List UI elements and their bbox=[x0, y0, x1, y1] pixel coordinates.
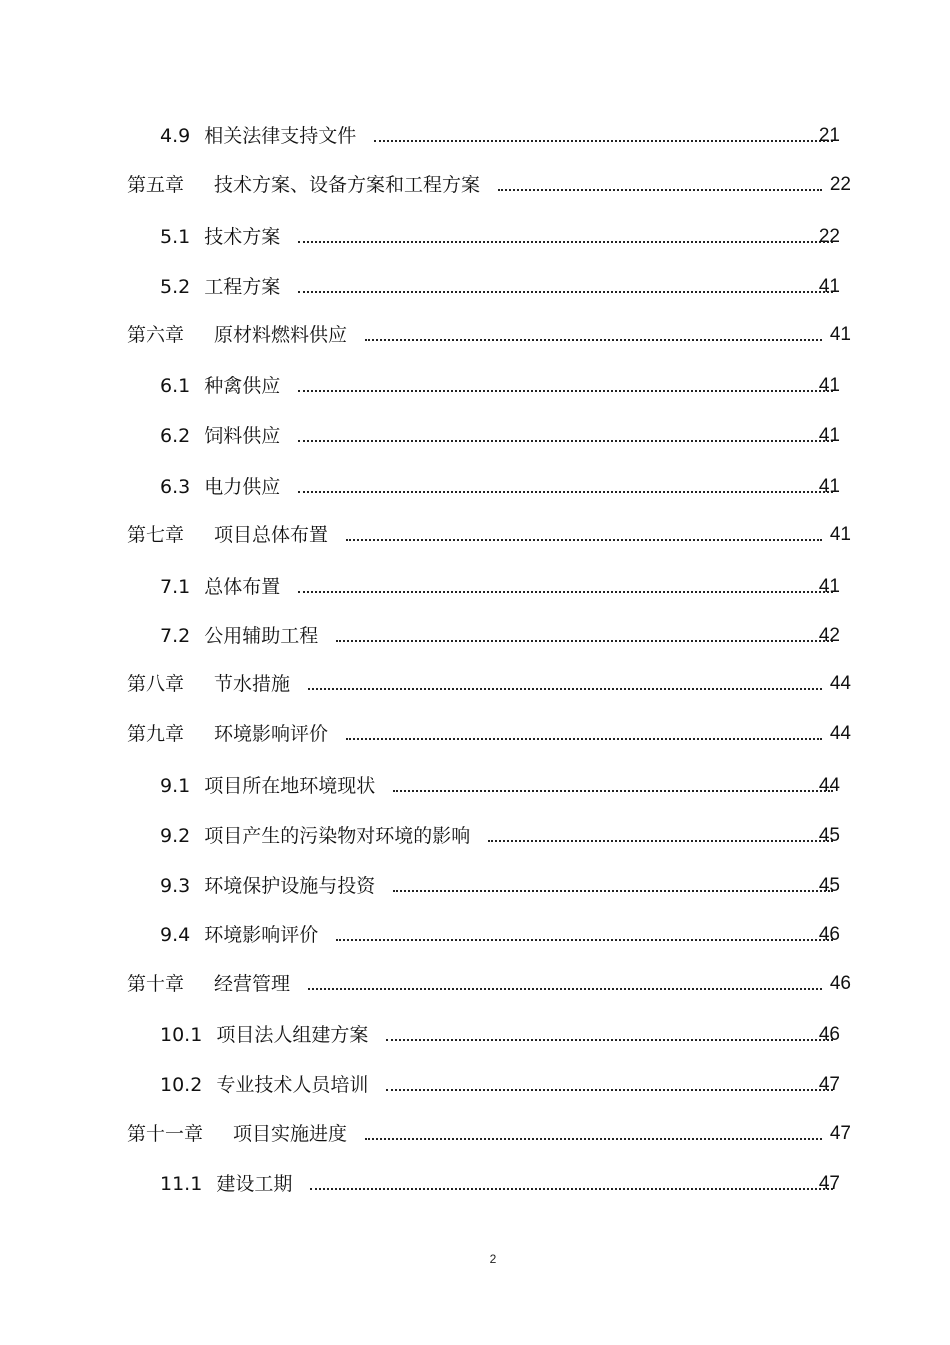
toc-entry-number: 4.9 bbox=[160, 125, 191, 147]
toc-entry-page: 44 bbox=[829, 673, 851, 694]
toc-entry-number: 9.3 bbox=[160, 875, 191, 897]
toc-entry-title: 专业技术人员培训 bbox=[216, 1074, 369, 1096]
toc-entry-number: 11.1 bbox=[160, 1173, 203, 1195]
dot-leader bbox=[308, 672, 822, 696]
toc-entry-7-2[interactable] bbox=[160, 618, 840, 648]
toc-chapter-10[interactable] bbox=[127, 966, 851, 996]
toc-entry-title: 项目产生的污染物对环境的影响 bbox=[204, 825, 471, 847]
toc-entry-title: 环境保护设施与投资 bbox=[204, 875, 376, 897]
toc-entry-number: 第七章 bbox=[127, 524, 185, 546]
toc-entry-page: 41 bbox=[818, 476, 840, 497]
toc-entry-title: 项目所在地环境现状 bbox=[204, 775, 376, 797]
toc-entry-title: 项目总体布置 bbox=[214, 524, 329, 546]
toc-entry-title: 饲料供应 bbox=[204, 425, 281, 447]
dot-leader bbox=[308, 972, 822, 996]
toc-entry-number: 第九章 bbox=[127, 723, 185, 745]
toc-entry-page: 22 bbox=[818, 226, 840, 247]
toc-entry-5-1[interactable] bbox=[160, 219, 840, 249]
toc-entry-number: 第五章 bbox=[127, 174, 185, 196]
toc-entry-6-1[interactable] bbox=[160, 368, 840, 398]
dot-leader bbox=[298, 275, 833, 299]
toc-entry-page: 47 bbox=[818, 1173, 840, 1194]
dot-leader bbox=[298, 475, 833, 499]
toc-entry-page: 22 bbox=[829, 174, 851, 195]
toc-entry-5-2[interactable] bbox=[160, 269, 840, 299]
dot-leader bbox=[386, 1073, 833, 1097]
dot-leader bbox=[393, 874, 833, 898]
toc-entry-10-1[interactable] bbox=[160, 1017, 840, 1047]
dot-leader bbox=[298, 225, 833, 249]
toc-chapter-6[interactable] bbox=[127, 317, 851, 347]
toc-entry-number: 7.2 bbox=[160, 625, 191, 647]
dot-leader bbox=[298, 374, 833, 398]
toc-entry-9-4[interactable] bbox=[160, 917, 840, 947]
toc-entry-number: 9.1 bbox=[160, 775, 191, 797]
toc-entry-title: 经营管理 bbox=[214, 973, 291, 995]
page-number: 2 bbox=[489, 1252, 497, 1266]
toc-entry-page: 41 bbox=[818, 276, 840, 297]
toc-entry-9-2[interactable] bbox=[160, 818, 840, 848]
toc-entry-page: 41 bbox=[818, 425, 840, 446]
toc-entry-page: 41 bbox=[818, 375, 840, 396]
toc-entry-number: 6.1 bbox=[160, 375, 191, 397]
toc-entry-4-9[interactable] bbox=[160, 118, 840, 148]
toc-chapter-11[interactable] bbox=[127, 1116, 851, 1146]
toc-entry-page: 45 bbox=[818, 875, 840, 896]
toc-entry-number: 第八章 bbox=[127, 673, 185, 695]
toc-entry-page: 45 bbox=[818, 825, 840, 846]
toc-entry-page: 41 bbox=[829, 524, 851, 545]
dot-leader bbox=[365, 323, 822, 347]
toc-entry-page: 42 bbox=[818, 625, 840, 646]
toc-entry-number: 9.2 bbox=[160, 825, 191, 847]
toc-entry-10-2[interactable] bbox=[160, 1067, 840, 1097]
toc-entry-title: 工程方案 bbox=[204, 276, 281, 298]
toc-entry-number: 第六章 bbox=[127, 324, 185, 346]
dot-leader bbox=[498, 173, 822, 197]
toc-entry-title: 节水措施 bbox=[214, 673, 291, 695]
toc-entry-title: 电力供应 bbox=[204, 476, 281, 498]
dot-leader bbox=[488, 824, 833, 848]
toc-chapter-8[interactable] bbox=[127, 666, 851, 696]
toc-entry-7-1[interactable] bbox=[160, 569, 840, 599]
toc-entry-page: 21 bbox=[818, 125, 840, 146]
toc-entry-11-1[interactable] bbox=[160, 1166, 840, 1196]
toc-chapter-5[interactable] bbox=[127, 167, 851, 197]
toc-chapter-9[interactable] bbox=[127, 716, 851, 746]
dot-leader bbox=[346, 722, 822, 746]
toc-entry-title: 环境影响评价 bbox=[204, 924, 319, 946]
toc-entry-9-3[interactable] bbox=[160, 868, 840, 898]
dot-leader bbox=[298, 424, 833, 448]
dot-leader bbox=[310, 1172, 833, 1196]
dot-leader bbox=[298, 575, 833, 599]
toc-entry-number: 10.1 bbox=[160, 1024, 203, 1046]
toc-entry-title: 相关法律支持文件 bbox=[204, 125, 357, 147]
dot-leader bbox=[386, 1023, 833, 1047]
toc-entry-title: 原材料燃料供应 bbox=[214, 324, 348, 346]
toc-entry-number: 6.2 bbox=[160, 425, 191, 447]
toc-entry-6-2[interactable] bbox=[160, 418, 840, 448]
toc-entry-title: 种禽供应 bbox=[204, 375, 281, 397]
toc-entry-title: 环境影响评价 bbox=[214, 723, 329, 745]
dot-leader bbox=[374, 124, 833, 148]
toc-entry-page: 44 bbox=[818, 775, 840, 796]
dot-leader bbox=[393, 774, 833, 798]
toc-entry-9-1[interactable] bbox=[160, 768, 840, 798]
dot-leader bbox=[336, 923, 833, 947]
toc-entry-6-3[interactable] bbox=[160, 469, 840, 499]
toc-entry-page: 44 bbox=[829, 723, 851, 744]
dot-leader bbox=[365, 1122, 822, 1146]
toc-entry-page: 41 bbox=[829, 324, 851, 345]
toc-entry-title: 项目法人组建方案 bbox=[216, 1024, 369, 1046]
toc-entry-number: 5.1 bbox=[160, 226, 191, 248]
toc-entry-number: 5.2 bbox=[160, 276, 191, 298]
toc-entry-title: 公用辅助工程 bbox=[204, 625, 319, 647]
toc-entry-number: 7.1 bbox=[160, 576, 191, 598]
toc-entry-title: 总体布置 bbox=[204, 576, 281, 598]
dot-leader bbox=[346, 523, 822, 547]
toc-entry-number: 9.4 bbox=[160, 924, 191, 946]
toc-entry-title: 项目实施进度 bbox=[233, 1123, 348, 1145]
toc-entry-title: 技术方案、设备方案和工程方案 bbox=[214, 174, 481, 196]
toc-entry-number: 第十章 bbox=[127, 973, 185, 995]
toc-chapter-7[interactable] bbox=[127, 517, 851, 547]
toc-entry-page: 46 bbox=[818, 924, 840, 945]
toc-entry-page: 47 bbox=[818, 1074, 840, 1095]
dot-leader bbox=[336, 624, 833, 648]
toc-entry-number: 第十一章 bbox=[127, 1123, 204, 1145]
toc-entry-title: 技术方案 bbox=[204, 226, 281, 248]
toc-entry-page: 41 bbox=[818, 576, 840, 597]
toc-entry-number: 6.3 bbox=[160, 476, 191, 498]
toc-entry-page: 47 bbox=[829, 1123, 851, 1144]
toc-entry-title: 建设工期 bbox=[216, 1173, 293, 1195]
toc-entry-number: 10.2 bbox=[160, 1074, 203, 1096]
toc-entry-page: 46 bbox=[829, 973, 851, 994]
toc-entry-page: 46 bbox=[818, 1024, 840, 1045]
